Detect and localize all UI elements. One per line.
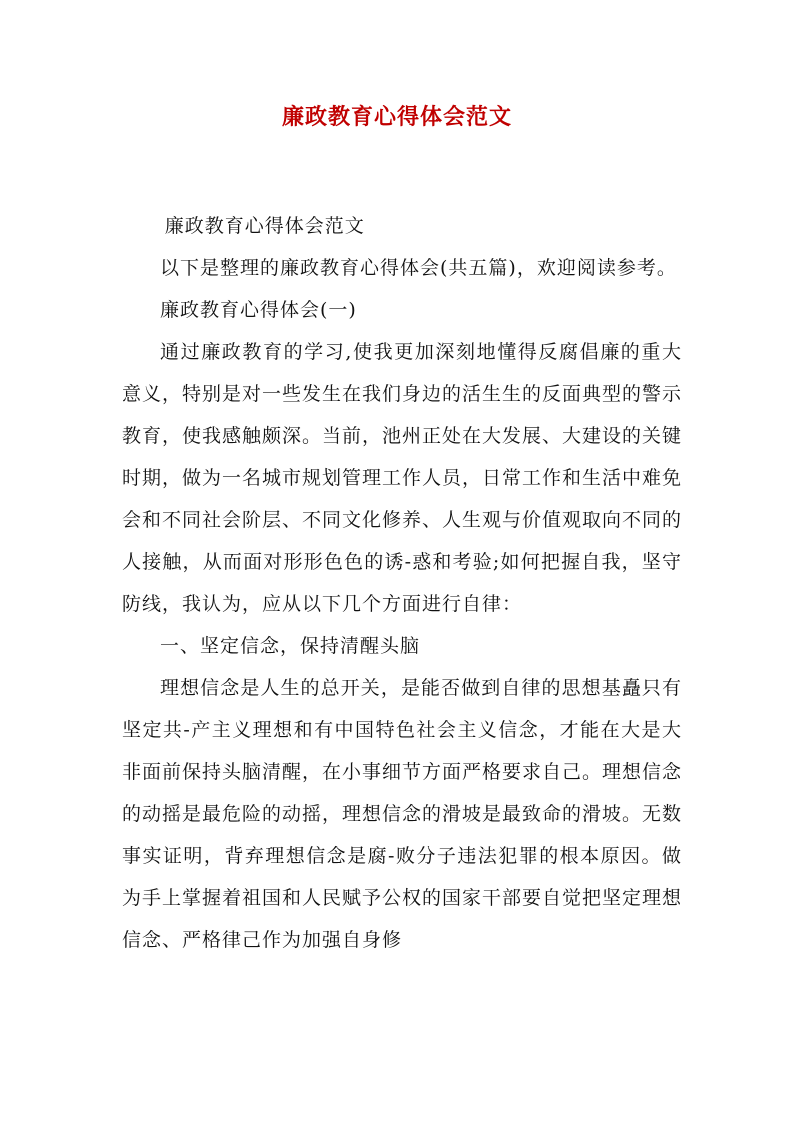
document-body <box>122 205 682 961</box>
paragraph-intro: 以下是整理的廉政教育心得体会(共五篇)，欢迎阅读参考。 <box>160 257 677 279</box>
paragraph-section-heading: 廉政教育心得体会(一) <box>160 299 357 321</box>
paragraph-body: 通过廉政教育的学习,使我更加深刻地懂得反腐倡廉的重大意义，特别是对一些发生在我们身边的活生生的反面典型的警示教育，使我感触颇深。当前，池州正处在大发展、大建设的关键时期，做为一名城市规划管理工作人员，日常工作和生活中难免会和不同社会阶层、不同文化修养、人生观与价值观取向不同的人接触，从而面对形形色色的诱-惑和考验;如何把握自我，坚守防线，我认为，应从以下几个方面进行自律： <box>122 341 683 615</box>
paragraph-point-heading: 一、坚定信念，保持清醒头脑 <box>160 635 421 657</box>
document-title: 廉政教育心得体会范文 <box>281 104 512 130</box>
paragraph-heading: 廉政教育心得体会范文 <box>164 215 365 237</box>
paragraph-body: 理想信念是人生的总开关，是能否做到自律的思想基矗只有坚定共-产主义理想和有中国特色社会主义信念，才能在大是大非面前保持头脑清醒，在小事细节方面严格要求自己。理想信念的动摇是最危险的动摇，理想信念的滑坡是最致命的滑坡。无数事实证明，背弃理想信念是腐-败分子违法犯罪的根本原因。做为手上掌握着祖国和人民赋予公权的国家干部要自觉把坚定理想信念、严格律己作为加强自身修 <box>122 677 683 951</box>
